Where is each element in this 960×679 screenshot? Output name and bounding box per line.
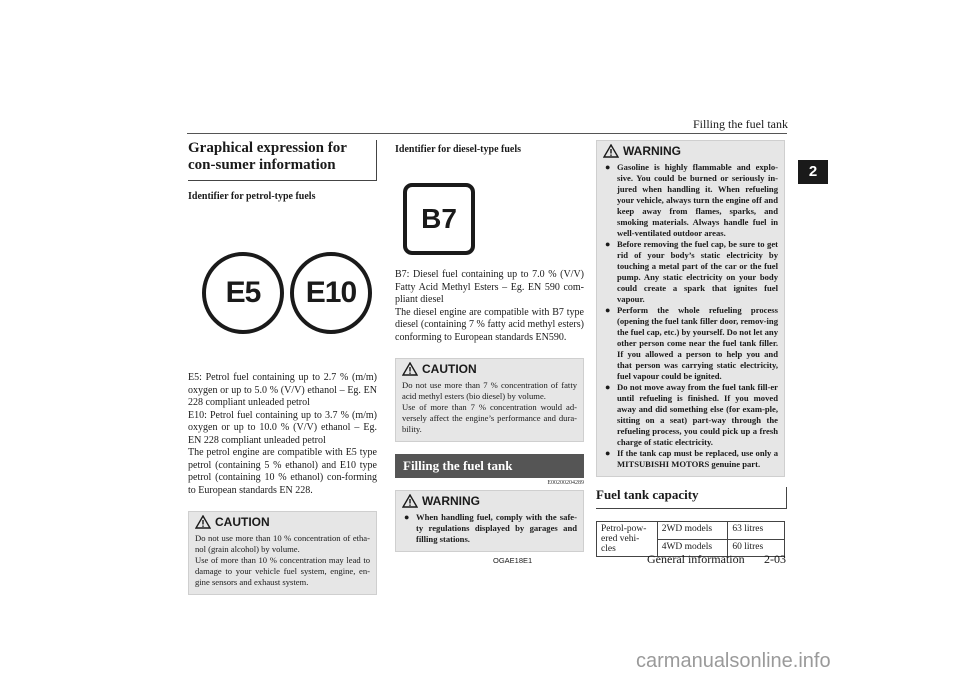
caution-triangle-icon: [402, 362, 418, 376]
petrol-identifier-badges: [202, 252, 377, 334]
warning-bullets: [402, 512, 577, 545]
table-cell-value: 60 litres: [728, 539, 785, 557]
column-middle: [395, 140, 584, 552]
bullet-icon: ●: [605, 239, 611, 249]
paragraph: E10: Petrol fuel containing up to 3.7 % (m/m) oxygen or up to 10.0 % (V/V) ethanol – Eg. EN 228 compliant unleaded petrol: [188, 409, 377, 446]
bullet-text: Do not move away from the fuel tank fill-er until refueling is finished. If you moved away and did something else (for exam-ple, sitting on a seat) part-way through the refueling process, you could pick up a fresh charge of static electricity.: [617, 382, 778, 447]
table-cell-value: 63 litres: [728, 522, 785, 540]
paragraph: Use of more than 10 % concentration may lead to damage to your vehicle fuel system, engine, en-gine sensors and exhaust system.: [195, 555, 370, 587]
caution-title: [402, 362, 577, 376]
warning-bullets: [603, 162, 778, 470]
table-cell-model: 2WD models: [657, 522, 728, 540]
petrol-identifier-subhead: Identifier for petrol-type fuels: [188, 191, 316, 202]
warning-title: [402, 494, 577, 508]
column-left: [188, 140, 377, 595]
bullet-icon: ●: [404, 512, 410, 522]
column-right: [596, 140, 785, 557]
table-row: [597, 522, 785, 540]
caution-box-diesel: [395, 358, 584, 442]
caution-body: [195, 533, 370, 588]
warning-bullet: [603, 305, 778, 382]
e10-fuel-badge: E10: [290, 252, 372, 334]
paragraph: E5: Petrol fuel containing up to 2.7 % (m/m) oxygen or up to 5.0 % (V/V) ethanol – Eg. EN 228 compliant unleaded petrol: [188, 372, 377, 408]
caution-triangle-icon: [195, 515, 211, 529]
diesel-identifier-subhead: Identifier for diesel-type fuels: [395, 144, 522, 155]
reference-code: E00200204289: [547, 480, 584, 486]
bullet-icon: ●: [605, 305, 611, 315]
paragraph: The petrol engine are compatible with E5 type petrol (containing 5 % ethanol) and E10 type petrol (containing 10 % ethanol) con-forming to European standards EN 228.: [188, 447, 377, 496]
warning-box-refueling: [596, 140, 785, 477]
filling-section-heading: Filling the fuel tank: [395, 454, 584, 478]
diesel-description: [395, 269, 584, 344]
bullet-icon: ●: [605, 382, 611, 392]
footer-label: General information: [647, 552, 745, 566]
section-title: Graphical expression for con-sumer information: [188, 140, 377, 181]
warning-triangle-icon: [402, 494, 418, 508]
paragraph: Do not use more than 10 % concentration of etha-nol (grain alcohol) by volume.: [195, 533, 370, 554]
bullet-text: When handling fuel, comply with the safe-ty regulations displayed by garages and filling stations.: [416, 512, 577, 544]
petrol-description: [188, 372, 377, 497]
warning-bullet: [603, 382, 778, 448]
bullet-text: If the tank cap must be replaced, use only a MITSUBISHI MOTORS genuine part.: [617, 448, 778, 469]
caution-box-petrol: [188, 511, 377, 595]
chapter-tab: 2: [798, 160, 828, 184]
running-head: Filling the fuel tank: [693, 117, 788, 131]
warning-title: [603, 144, 778, 158]
warning-label: WARNING: [422, 494, 480, 508]
table-group-cell: Petrol-pow-ered vehi-cles: [597, 522, 658, 557]
paragraph: B7: Diesel fuel containing up to 7.0 % (V/V) Fatty Acid Methyl Esters – Eg. EN 590 com-pliant diesel: [395, 269, 584, 305]
bullet-icon: ●: [605, 162, 611, 172]
warning-bullet: [603, 448, 778, 470]
warning-triangle-icon: [603, 144, 619, 158]
paragraph: Use of more than 7 % concentration would ad-versely affect the engine’s performance and dura-bility.: [402, 402, 577, 434]
bullet-text: Perform the whole refueling process (opening the fuel tank filler door, remov-ing the fuel cap, etc.) by yourself. Do not let any other person come near the fuel tank filler. If you allowed a person to help you and that person was carrying static electricity, fuel vapour could be ignited.: [617, 305, 778, 381]
caution-body: [402, 380, 577, 435]
warning-box-filling: [395, 490, 584, 552]
page-number: 2-03: [764, 552, 786, 566]
watermark: carmanualsonline.info: [636, 650, 831, 672]
paragraph: Do not use more than 7 % concentration of fatty acid methyl esters (bio diesel) by volume.: [402, 380, 577, 401]
warning-bullet: [603, 162, 778, 239]
bullet-text: Gasoline is highly flammable and explo-sive. You could be burned or seriously in-jured when handling it. When refueling your vehicle, always turn the engine off and keep away from flames, sparks, and smoking materials. Always handle fuel in well-ventilated outdoor areas.: [617, 162, 778, 238]
table-cell-model: 4WD models: [657, 539, 728, 557]
warning-label: WARNING: [623, 144, 681, 158]
fuel-tank-capacity-title: Fuel tank capacity: [596, 487, 787, 509]
bullet-text: Before removing the fuel cap, be sure to get rid of your body’s static electricity by touching a metal part of the car or the fuel pump. Any static electricity on your body could create a spark that ignites fuel vapour.: [617, 239, 778, 304]
document-code: OGAE18E1: [493, 556, 533, 565]
header-rule: [187, 133, 787, 134]
caution-title: [195, 515, 370, 529]
paragraph: The diesel engine are compatible with B7 type diesel (containing 7 % fatty acid methyl esters) conforming to European standards EN590.: [395, 306, 584, 343]
warning-bullet: [402, 512, 577, 545]
bullet-icon: ●: [605, 448, 611, 458]
e5-fuel-badge: E5: [202, 252, 284, 334]
caution-label: CAUTION: [215, 515, 270, 529]
warning-bullet: [603, 239, 778, 305]
b7-fuel-badge: B7: [403, 183, 475, 255]
caution-label: CAUTION: [422, 362, 477, 376]
